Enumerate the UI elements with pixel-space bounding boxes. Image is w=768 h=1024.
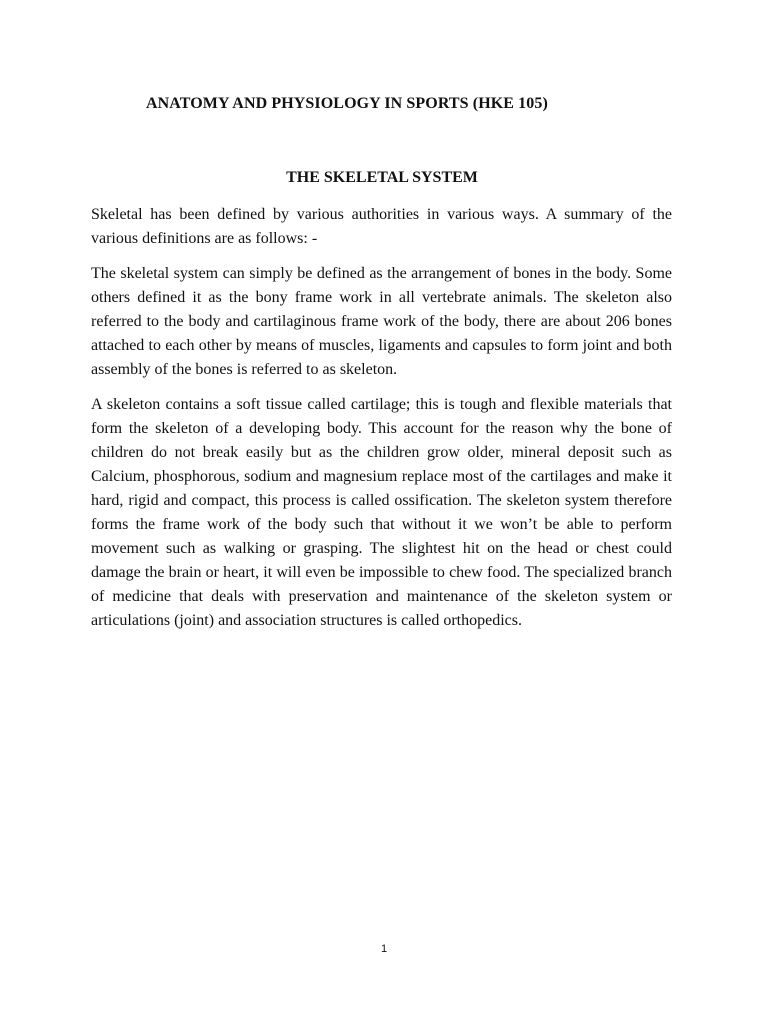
section-title: THE SKELETAL SYSTEM [286,169,478,186]
paragraph-cartilage: A skeleton contains a soft tissue called cartilage; this is tough and flexible materials that form the skeleton of a developing body. This account for the reason why the bone of children do not break easily but as the children grow older, mineral deposit such as Calcium, phosphorous, sodium and magnesium replace most of the cartilages and make it hard, rigid and compact, this process is called ossification. The skeleton system therefore forms the frame work of the body such that without it we won’t be able to perform movement such as walking or grasping. The slightest hit on the head or chest could damage the brain or heart, it will even be impossible to chew food. The specialized branch of medicine that deals with preservation and maintenance of the skeleton system or articulations (joint) and association structures is called orthopedics. [91,396,672,629]
paragraph-definition: The skeletal system can simply be defined as the arrangement of bones in the body. Some others defined it as the bony frame work in all vertebrate animals. The skeleton also referred to the body and cartilaginous frame work of the body, there are about 206 bones attached to each other by means of muscles, ligaments and capsules to form joint and both assembly of the bones is referred to as skeleton. [91,265,672,378]
paragraph-intro: Skeletal has been defined by various authorities in various ways. A summary of the various definitions are as follows: - [91,206,672,247]
course-title: ANATOMY AND PHYSIOLOGY IN SPORTS (HKE 105) [146,95,548,112]
page-number: 1 [380,943,388,955]
section-title-wrapper [0,169,768,187]
document-body [91,203,672,644]
